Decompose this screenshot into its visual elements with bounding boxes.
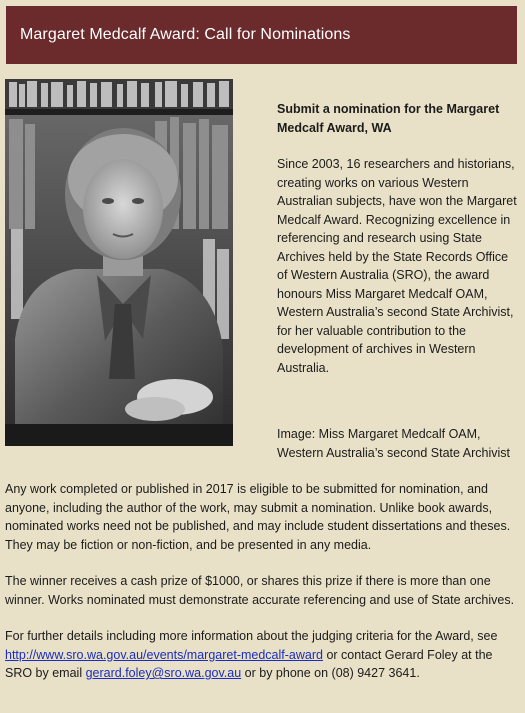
page-header bbox=[6, 6, 517, 64]
nomination-summary bbox=[277, 100, 521, 377]
email-link[interactable]: gerard.foley@sro.wa.gov.au bbox=[85, 666, 242, 680]
eligibility-paragraph: Any work completed or published in 2017 is eligible to be submitted for nomination, and anyone, including the author of the work, may submit a nomination. Unlike book awards, nominated works need not be published, and may include student dissertations and theses. They may be fiction or non-fiction, and be presented in any media. bbox=[5, 482, 511, 552]
contact-text-2: or contact Gerard Foley at the SRO by email bbox=[5, 647, 493, 680]
contact-text-3: or by phone on (08) 9427 3641. bbox=[241, 666, 420, 680]
contact-text-1: For further details including more information about the judging criteria for the Award, see bbox=[5, 629, 498, 643]
page-title: Margaret Medcalf Award: Call for Nominations bbox=[20, 26, 351, 43]
summary-heading: Submit a nomination for the Margaret Medcalf Award, WA bbox=[277, 102, 500, 135]
summary-text: Since 2003, 16 researchers and historians, creating works on various Western Australian subjects, have won the Margaret Medcalf Award. Recognizing excellence in referencing and research using State Archives held by the State Records Office of Western Australia (SRO), the award honours Miss Margaret Medcalf OAM, Western Australia’s second State Archivist, for her valuable contribution to the development of archives in Western Australia. bbox=[277, 157, 517, 375]
portrait-photo bbox=[5, 79, 233, 446]
prize-paragraph: The winner receives a cash prize of $1000, or shares this prize if there is more than one winner. Works nominated must demonstrate accurate referencing and use of State archives. bbox=[5, 574, 515, 607]
award-page-link[interactable]: http://www.sro.wa.gov.au/events/margaret-medcalf-award bbox=[5, 647, 323, 662]
article-body bbox=[5, 480, 519, 701]
image-caption: Image: Miss Margaret Medcalf OAM, Western Australia’s second State Archivist bbox=[277, 427, 510, 460]
contact-paragraph bbox=[5, 627, 519, 683]
